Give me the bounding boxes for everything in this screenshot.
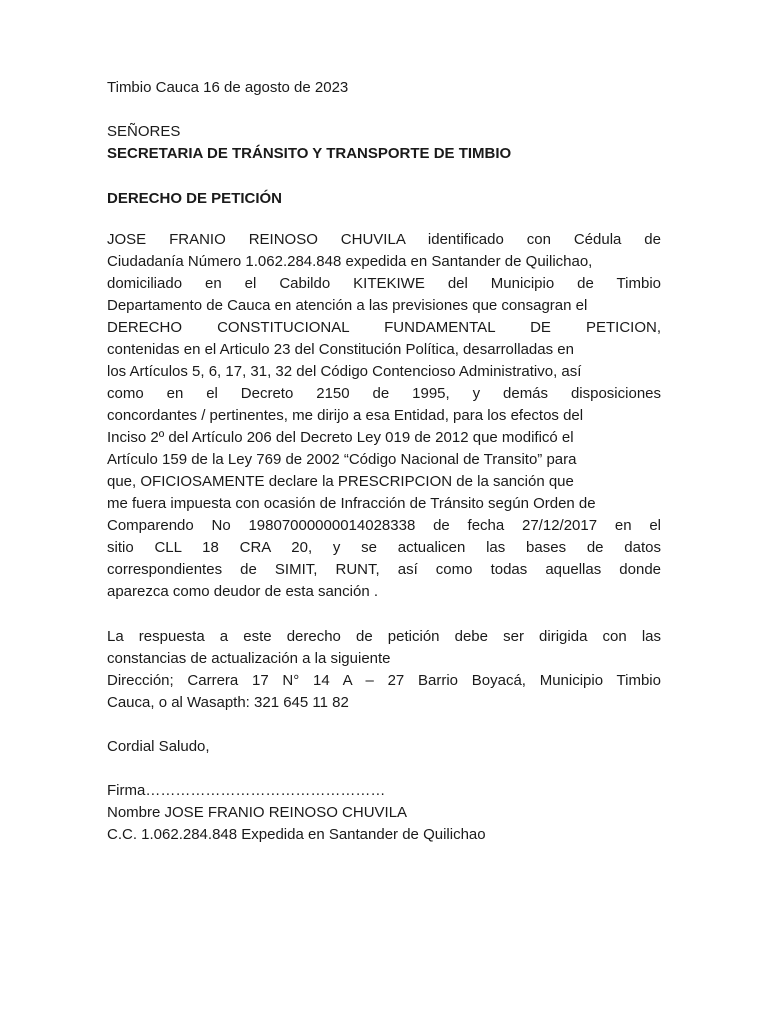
response-line: constancias de actualización a la siguiente bbox=[107, 650, 391, 667]
signer-name: Nombre JOSE FRANIO REINOSO CHUVILA bbox=[107, 804, 408, 821]
response-line: Dirección; Carrera 17 N° 14 A – 27 Barrio Boyacá, Municipio Timbio bbox=[107, 672, 661, 689]
salutation: SEÑORES bbox=[107, 123, 181, 140]
signature-line: Firma………………………………………… bbox=[107, 782, 386, 799]
body-line: contenidas en el Articulo 23 del Constitución Política, desarrolladas en bbox=[107, 341, 574, 358]
closing: Cordial Saludo, bbox=[107, 738, 210, 755]
body-line: los Artículos 5, 6, 17, 31, 32 del Código Contencioso Administrativo, así bbox=[107, 363, 582, 380]
letter-title: DERECHO DE PETICIÓN bbox=[107, 190, 283, 207]
body-line: que, OFICIOSAMENTE declare la PRESCRIPCION de la sanción que bbox=[107, 473, 574, 490]
body-line: Artículo 159 de la Ley 769 de 2002 “Código Nacional de Transito” para bbox=[107, 451, 577, 468]
signer-id: C.C. 1.062.284.848 Expedida en Santander de Quilichao bbox=[107, 826, 486, 843]
body-line: correspondientes de SIMIT, RUNT, así como todas aquellas donde bbox=[107, 561, 661, 578]
letter-page bbox=[107, 77, 661, 846]
body-line: Inciso 2º del Artículo 206 del Decreto Ley 019 de 2012 que modificó el bbox=[107, 429, 574, 446]
body-line: JOSE FRANIO REINOSO CHUVILA identificado con Cédula de bbox=[107, 231, 661, 248]
body-line: DERECHO CONSTITUCIONAL FUNDAMENTAL DE PETICION, bbox=[107, 319, 661, 336]
response-line: La respuesta a este derecho de petición debe ser dirigida con las bbox=[107, 628, 661, 645]
signature-block bbox=[107, 780, 661, 846]
body-line: como en el Decreto 2150 de 1995, y demás disposiciones bbox=[107, 385, 661, 402]
body-line: concordantes / pertinentes, me dirijo a esa Entidad, para los efectos del bbox=[107, 407, 584, 424]
body-line: Departamento de Cauca en atención a las previsiones que consagran el bbox=[107, 297, 588, 314]
response-paragraph bbox=[107, 626, 661, 714]
body-line: me fuera impuesta con ocasión de Infracción de Tránsito según Orden de bbox=[107, 495, 596, 512]
body-paragraph bbox=[107, 229, 661, 603]
body-line: sitio CLL 18 CRA 20, y se actualicen las bases de datos bbox=[107, 539, 661, 556]
body-line: Ciudadanía Número 1.062.284.848 expedida en Santander de Quilichao, bbox=[107, 253, 593, 270]
recipient: SECRETARIA DE TRÁNSITO Y TRANSPORTE DE TIMBIO bbox=[107, 145, 512, 162]
date-line: Timbio Cauca 16 de agosto de 2023 bbox=[107, 79, 349, 96]
body-line: aparezca como deudor de esta sanción . bbox=[107, 583, 379, 600]
body-line: domiciliado en el Cabildo KITEKIWE del Municipio de Timbio bbox=[107, 275, 661, 292]
response-line: Cauca, o al Wasapth: 321 645 11 82 bbox=[107, 694, 349, 711]
body-line: Comparendo No 19807000000014028338 de fecha 27/12/2017 en el bbox=[107, 517, 661, 534]
